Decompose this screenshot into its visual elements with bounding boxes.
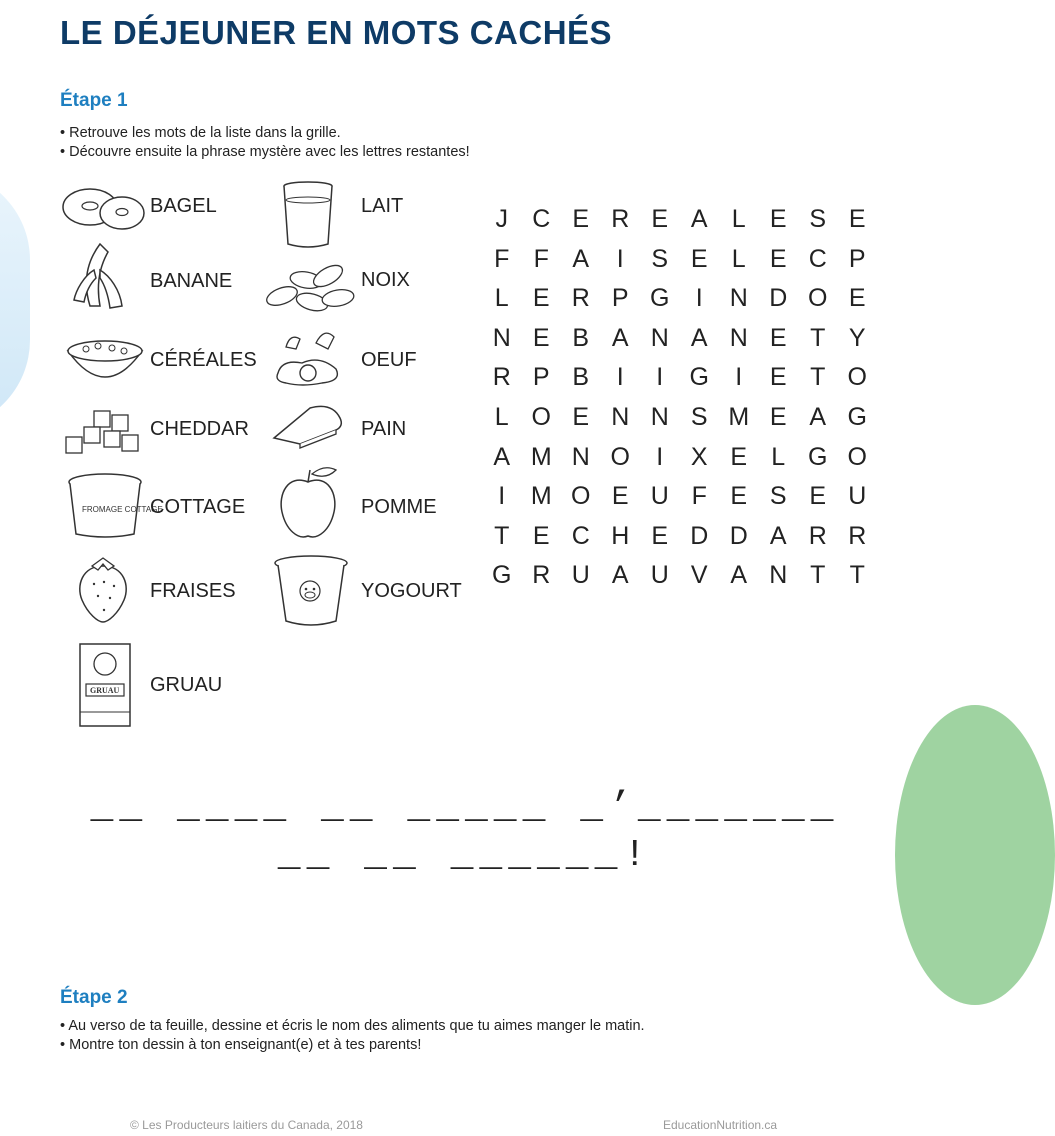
grid-letter: S bbox=[769, 482, 787, 511]
grid-letter: E bbox=[532, 521, 550, 550]
cottage-cheese-icon bbox=[66, 472, 163, 540]
grid-letter: R bbox=[611, 205, 630, 233]
grid-letter: G bbox=[689, 363, 709, 392]
grid-letter: F bbox=[494, 244, 510, 273]
almonds-icon bbox=[262, 258, 358, 316]
grid-letter: E bbox=[532, 284, 550, 313]
apple-icon bbox=[278, 464, 342, 542]
mystery-phrase-line2: __ __ ______! bbox=[277, 834, 653, 877]
grid-letter: E bbox=[848, 284, 866, 313]
step2-title: Étape 2 bbox=[60, 987, 128, 1008]
word-pomme: POMME bbox=[361, 496, 437, 518]
word-oeuf: OEUF bbox=[361, 349, 417, 371]
grid-letter: U bbox=[650, 482, 669, 511]
gruau-label: GRUAU bbox=[90, 686, 120, 695]
mystery-phrase-line1: __ ____ __ _____ _’_______ bbox=[90, 786, 840, 829]
grid-letter: M bbox=[530, 442, 552, 471]
cottage-label: FROMAGE COTTAGE bbox=[82, 505, 163, 514]
grid-letter: N bbox=[611, 402, 630, 431]
strawberry-icon bbox=[74, 556, 132, 624]
step1-bullet: • Retrouve les mots de la liste dans la grille. bbox=[60, 124, 470, 143]
banana-icon bbox=[70, 240, 130, 312]
grid-letter: I bbox=[656, 442, 664, 471]
grid-letter: E bbox=[730, 442, 748, 471]
word-cereales: CÉRÉALES bbox=[150, 349, 257, 371]
grid-letter: E bbox=[532, 323, 550, 352]
grid-letter: E bbox=[730, 482, 748, 511]
grid-letter: L bbox=[494, 284, 509, 313]
footer-website: EducationNutrition.ca bbox=[663, 1118, 778, 1132]
grid-letter: A bbox=[730, 561, 748, 590]
grid-letter: S bbox=[809, 205, 827, 233]
grid-letter: R bbox=[492, 363, 511, 392]
grid-letter: D bbox=[769, 284, 788, 313]
grid-letter: A bbox=[769, 521, 787, 550]
grid-letter: A bbox=[572, 244, 590, 273]
bagel-icon bbox=[60, 185, 148, 235]
grid-letter: C bbox=[808, 244, 827, 273]
grid-letter: E bbox=[769, 323, 787, 352]
word-bagel: BAGEL bbox=[150, 195, 217, 217]
grid-letter: L bbox=[771, 442, 786, 471]
grid-letter: L bbox=[731, 244, 746, 273]
grid-letter: N bbox=[729, 284, 748, 313]
grid-letter: T bbox=[810, 561, 826, 590]
bread-slice-icon bbox=[270, 404, 350, 448]
grid-letter: T bbox=[810, 323, 826, 352]
grid-letter: C bbox=[571, 521, 590, 550]
grid-letter: G bbox=[492, 561, 512, 590]
egg-icon bbox=[272, 325, 348, 387]
grid-letter: C bbox=[532, 205, 551, 233]
grid-letter: N bbox=[769, 561, 788, 590]
grid-letter: M bbox=[728, 402, 750, 431]
step2-instructions bbox=[60, 1017, 645, 1055]
grid-letter: L bbox=[731, 205, 746, 233]
word-lait: LAIT bbox=[361, 195, 404, 217]
cheddar-cubes-icon bbox=[64, 405, 142, 457]
grid-letter: V bbox=[690, 561, 708, 590]
grid-letter: N bbox=[571, 442, 590, 471]
grid-letter: O bbox=[847, 442, 867, 471]
step1-bullet: • Découvre ensuite la phrase mystère avec les lettres restantes! bbox=[60, 143, 470, 162]
grid-letter: G bbox=[847, 402, 867, 431]
grid-letter: R bbox=[532, 561, 551, 590]
word-cheddar: CHEDDAR bbox=[150, 418, 249, 440]
grid-letter: R bbox=[571, 284, 590, 313]
grid-letter: F bbox=[533, 244, 549, 273]
grid-letter: Y bbox=[848, 323, 866, 352]
grid-letter: A bbox=[690, 205, 708, 233]
page-title: LE DÉJEUNER EN MOTS CACHÉS bbox=[60, 14, 613, 51]
decorative-blue-shape bbox=[0, 170, 30, 430]
word-pain: PAIN bbox=[361, 418, 407, 440]
grid-letter: R bbox=[848, 521, 867, 550]
grid-letter: E bbox=[611, 482, 629, 511]
grid-letter: E bbox=[809, 482, 827, 511]
grid-letter: E bbox=[651, 521, 669, 550]
grid-letter: G bbox=[808, 442, 828, 471]
grid-letter: H bbox=[611, 521, 630, 550]
grid-letter: A bbox=[690, 323, 708, 352]
grid-letter: A bbox=[493, 442, 511, 471]
grid-letter: T bbox=[494, 521, 510, 550]
word-banane: BANANE bbox=[150, 270, 233, 292]
grid-letter: F bbox=[691, 482, 707, 511]
grid-letter: O bbox=[531, 402, 551, 431]
grid-letter: P bbox=[532, 363, 550, 392]
grid-letter: P bbox=[848, 244, 866, 273]
word-cottage: COTTAGE bbox=[150, 496, 246, 518]
grid-letter: E bbox=[769, 363, 787, 392]
grid-letter: U bbox=[848, 482, 867, 511]
grid-letter: I bbox=[695, 284, 703, 313]
cereal-bowl-icon bbox=[66, 333, 144, 389]
grid-letter: A bbox=[809, 402, 827, 431]
grid-letter: E bbox=[769, 205, 787, 233]
grid-letter: E bbox=[848, 205, 866, 233]
grid-letter: I bbox=[616, 363, 624, 392]
grid-letter: O bbox=[847, 363, 867, 392]
grid-letter: O bbox=[610, 442, 630, 471]
word-gruau: GRUAU bbox=[150, 674, 223, 696]
grid-letter: I bbox=[735, 363, 743, 392]
step2-bullet: • Au verso de ta feuille, dessine et écris le nom des aliments que tu aimes manger le matin. bbox=[60, 1017, 645, 1036]
word-yogourt: YOGOURT bbox=[361, 580, 462, 602]
grid-letter: D bbox=[729, 521, 748, 550]
grid-letter: N bbox=[650, 323, 669, 352]
grid-letter: X bbox=[690, 442, 708, 471]
yogurt-cup-icon bbox=[270, 553, 352, 631]
grid-letter: O bbox=[571, 482, 591, 511]
grid-letter: A bbox=[611, 561, 629, 590]
word-noix: NOIX bbox=[361, 269, 410, 291]
grid-letter: E bbox=[690, 244, 708, 273]
grid-letter: I bbox=[498, 482, 506, 511]
grid-letter: E bbox=[769, 402, 787, 431]
word-search-grid bbox=[482, 200, 877, 596]
grid-letter: T bbox=[810, 363, 826, 392]
grid-letter: E bbox=[651, 205, 669, 233]
grid-letter: B bbox=[572, 323, 590, 352]
grid-letter: J bbox=[495, 205, 508, 233]
grid-letter: E bbox=[572, 205, 590, 233]
oatmeal-bag-icon bbox=[76, 642, 134, 730]
footer-copyright: © Les Producteurs laitiers du Canada, 2018 bbox=[130, 1118, 363, 1132]
grid-letter: N bbox=[492, 323, 511, 352]
step1-instructions bbox=[60, 124, 470, 162]
grid-letter: G bbox=[650, 284, 670, 313]
grid-letter: E bbox=[572, 402, 590, 431]
grid-letter: N bbox=[729, 323, 748, 352]
word-fraises: FRAISES bbox=[150, 580, 236, 602]
grid-letter: U bbox=[650, 561, 669, 590]
grid-letter: I bbox=[656, 363, 664, 392]
step2-bullet: • Montre ton dessin à ton enseignant(e) et à tes parents! bbox=[60, 1036, 645, 1055]
grid-letter: P bbox=[611, 284, 629, 313]
grid-letter: M bbox=[530, 482, 552, 511]
grid-letter: N bbox=[650, 402, 669, 431]
grid-letter: D bbox=[690, 521, 709, 550]
grid-letter: I bbox=[616, 244, 624, 273]
grid-letter: L bbox=[494, 402, 509, 431]
grid-letter: B bbox=[572, 363, 590, 392]
grid-letter: T bbox=[849, 561, 865, 590]
grid-letter: S bbox=[690, 402, 708, 431]
milk-glass-icon bbox=[280, 180, 336, 250]
grid-letter: R bbox=[808, 521, 827, 550]
step1-title: Étape 1 bbox=[60, 90, 128, 111]
grid-letter: O bbox=[808, 284, 828, 313]
grid-letter: E bbox=[769, 244, 787, 273]
grid-letter: S bbox=[651, 244, 669, 273]
grid-letter: A bbox=[611, 323, 629, 352]
grid-letter: U bbox=[571, 561, 590, 590]
